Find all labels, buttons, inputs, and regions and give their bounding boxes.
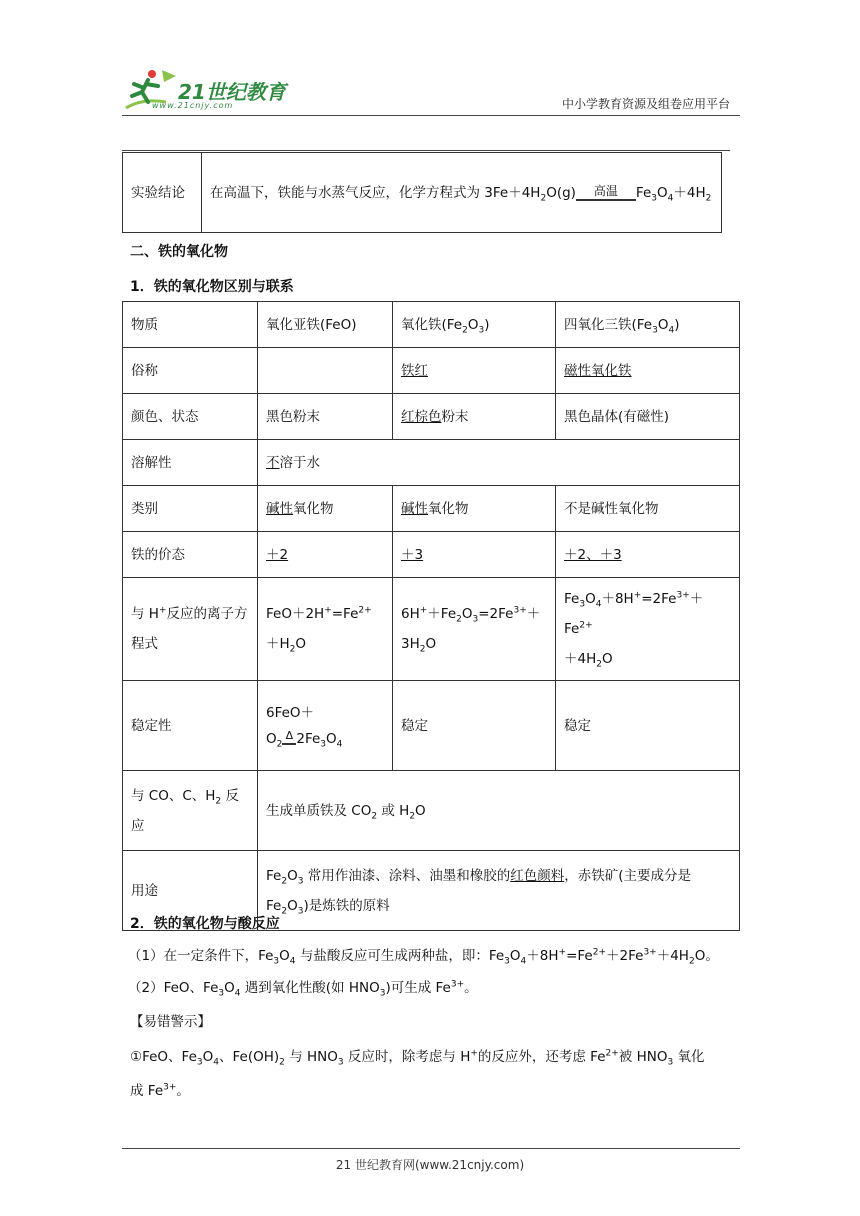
site-logo[interactable]	[122, 68, 292, 112]
condition-high-temp: 高温	[576, 183, 636, 203]
footer-divider	[122, 1148, 740, 1149]
section-oxide-comparison: 1．铁的氧化物区别与联系	[130, 279, 294, 295]
iron-oxide-table	[122, 301, 740, 931]
warning-text: ①FeO、$Fe_3O_4$、$Fe(OH)_2$ 与 $HNO_3$ 反应时，除考虑与 H+的反应外，还考虑 $Fe^{2+}$被 $HNO_3$ 氧化 成 $Fe^{3+}$。	[130, 1048, 705, 1099]
logo-text: 21世纪教育	[178, 80, 286, 104]
page-footer: 21 世纪教育网(www.21cnjy.com)	[335, 1158, 525, 1172]
logo-url: www.21cnjy.com	[152, 101, 234, 110]
table-row: 类别 碱性氧化物 碱性氧化物 不是碱性氧化物	[123, 486, 740, 532]
paragraph-1: （1）在一定条件下，$Fe_3O_4$ 与盐酸反应可生成两种盐，即：$Fe_3O_4+8H^+=Fe^{2+}+2Fe^{3+}+4H_2O$。	[128, 947, 719, 967]
experiment-conclusion-table	[122, 152, 722, 233]
page-header	[122, 62, 740, 114]
table-row: 与 CO、C、$H_2$ 反 应 生成单质铁及 $CO_2$ 或 $H_2O$	[123, 771, 740, 851]
paragraph-2: （2）FeO、$Fe_3O_4$ 遇到氧化性酸(如 $HNO_3$)可生成 $Fe^{3+}$。	[128, 979, 478, 999]
table-row: 颜色、状态 黑色粉末 红棕色粉末 黑色晶体(有磁性)	[123, 394, 740, 440]
section-oxide-acid: 2．铁的氧化物与酸反应	[130, 916, 280, 932]
platform-title: 中小学教育资源及组卷应用平台	[561, 97, 730, 111]
table-row: 用途 $Fe_2O_3$ 常用作油漆、涂料、油墨和橡胶的红色颜料，赤铁矿(主要成分是 $Fe_2O_3$)是炼铁的原料	[123, 851, 740, 931]
table-row: 与 H+反应的离子方程式 $FeO+2H^+=Fe^{2+}$ $+H_2O$ $6H^++Fe_2O_3=2Fe^{3+}+$ $3H_2O$ $Fe_3O_4+8H^+=2Fe^{3+}+Fe^{2+}$ $+4H_2O$	[123, 578, 740, 681]
section-iron-oxides: 二、铁的氧化物	[130, 244, 228, 260]
exp-label: 实验结论	[123, 153, 202, 233]
table-row: 稳定性 6FeO＋ $O_2\Delta$ $2Fe_3O_4$ 稳定 稳定	[123, 681, 740, 771]
table-row: 物质 氧化亚铁(FeO) 氧化铁$(Fe_2O_3)$ 四氧化三铁$(Fe_3O_4)$	[123, 302, 740, 348]
table-row: 铁的价态 ＋2 ＋3 ＋2、＋3	[123, 532, 740, 578]
header-divider	[122, 115, 740, 116]
warning-heading: 【易错警示】	[130, 1014, 211, 1030]
table-row: 溶解性 不溶于水	[123, 440, 740, 486]
table-row: 俗称 铁红 磁性氧化铁	[123, 348, 740, 394]
exp-equation: 在高温下，铁能与水蒸气反应，化学方程式为 $3Fe+4H_2O(g)$ 高温 $Fe_3O_4+4H_2$	[202, 153, 722, 233]
table-top-rule	[122, 150, 730, 151]
